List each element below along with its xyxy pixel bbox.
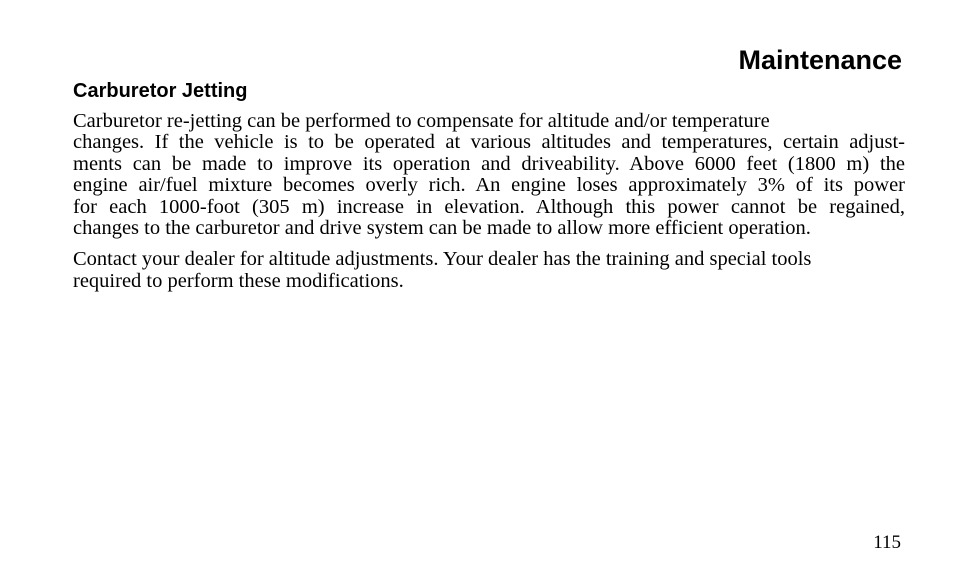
- section-title: Maintenance: [738, 45, 902, 75]
- paragraph-line: Carburetor re-jetting can be performed to compensate for altitude and/or temperature: [73, 110, 770, 132]
- paragraph-line: Contact your dealer for altitude adjustments. Your dealer has the training and special tools: [73, 248, 812, 271]
- paragraph-line: changes to the carburetor and drive system can be made to allow more efficient operation.: [73, 217, 811, 240]
- paragraph-line: changes. If the vehicle is to be operated at various altitudes and temperatures, certain adjust-: [73, 131, 905, 154]
- paragraph-line: engine air/fuel mixture becomes overly rich. An engine loses approximately 3% of its power: [73, 174, 905, 197]
- article-body: [73, 78, 905, 302]
- paragraph-altitude-jetting: [73, 111, 905, 239]
- paragraph-line: for each 1000-foot (305 m) increase in elevation. Although this power cannot be regained,: [73, 195, 905, 218]
- paragraph-contact-dealer: [73, 249, 905, 292]
- article-heading: Carburetor Jetting: [73, 80, 248, 102]
- paragraph-line: required to perform these modifications.: [73, 269, 404, 292]
- paragraph-line: ments can be made to improve its operation and driveability. Above 6000 feet (1800 m) the: [73, 152, 905, 175]
- page-number: 115: [873, 532, 901, 553]
